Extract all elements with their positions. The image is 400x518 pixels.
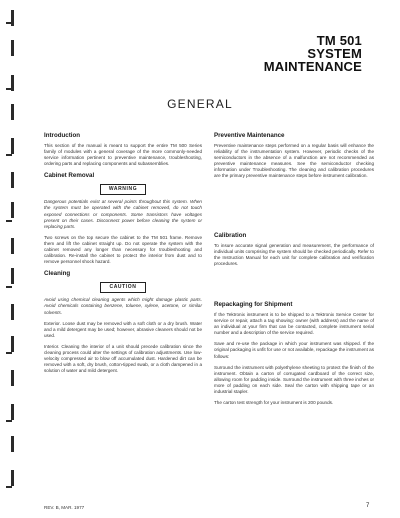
- repackaging-text-2: Save and re-use the package in which your instrument was shipped. If the original packaging is unfit for use or not available, repackage the instrument as follows:: [214, 341, 374, 359]
- title-line-2: SYSTEM: [307, 46, 362, 61]
- page-number: 7: [366, 503, 370, 509]
- cabinet-removal-heading: Cabinet Removal: [44, 172, 95, 180]
- binding-tick: [6, 286, 12, 288]
- repackaging-text-3: Surround the instrument with polyethylene sheeting to protect the finish of the instrument. Obtain a carton of corrugated cardboard of the correct size, allowing room for padding inside. Surround the instrument with three inches or more of padding on each side. Seal the carton with shipping tape or an industrial stapler.: [214, 364, 374, 394]
- binding-mark: [11, 238, 14, 254]
- binding-tick: [6, 88, 12, 90]
- repackaging-heading: Repackaging for Shipment: [214, 300, 293, 308]
- binding-tick: [6, 154, 12, 156]
- binding-tick: [6, 22, 12, 24]
- binding-mark: [11, 202, 14, 218]
- interior-cleaning-text: Interior. Cleaning the interior of a unit should precede calibration since the cleaning process could alter the settings of calibration adjustments. Use low-velocity compressed air to blow off accumulated dust. Hardened dirt can be removed with a soft, dry brush, cotton-tipped swab, or a cloth dampened in a solution of water and mild detergent.: [44, 343, 202, 374]
- section-title: GENERAL: [167, 97, 233, 111]
- binding-tick: [6, 352, 12, 354]
- binding-mark: [11, 304, 14, 320]
- caution-label: CAUTION: [100, 282, 146, 293]
- manual-title: [264, 34, 362, 73]
- warning-text: Dangerous potentials exist at several points throughout this system. When the system must be operated with the cabinet removed, do not touch exposed connections or components. Some transistors have voltages present on their cases. Disconnect power before cleaning the system or replacing parts.: [44, 199, 202, 229]
- warning-label: WARNING: [100, 184, 146, 195]
- binding-mark: [11, 370, 14, 386]
- cabinet-removal-text: Two screws on the top secure the cabinet to the TM 501 frame. Remove them and lift the cabinet straight up. Do not operate the system with the cabinet removed any longer than necessary for troubleshooting and calibration. Re-install the cabinet to protect the interior from dust and to remove personnel shock hazard.: [44, 234, 202, 265]
- binding-mark: [11, 268, 14, 284]
- preventive-maintenance-heading: Preventive Maintenance: [214, 132, 285, 139]
- binding-mark: [11, 172, 14, 188]
- calibration-text: To insure accurate signal generation and measurement, the performance of individual units comprising the system should be checked periodically. Refer to the Instruction Manual for each unit for complete calibration and verification procedures.: [214, 242, 374, 266]
- caution-text: Avoid using chemical cleaning agents which might damage plastic parts. Avoid chemicals containing benzene, toluene, xylene, acetone, or similar solvents.: [44, 297, 202, 315]
- revision-footer: REV. B, MAR. 1977: [44, 505, 85, 510]
- binding-mark: [11, 138, 14, 154]
- preventive-maintenance-text: Preventive maintenance steps performed on a regular basis will enhance the reliability of the instrumentation system. However, periodic checks of the semiconductors in the absence of a malfunction are not recommended as preventive maintenance measures. See the semiconductor checking information under Troubleshooting. The cleaning and calibration procedures are the primary preventive maintenance steps before instrument calibration.: [214, 143, 374, 179]
- binding-tick: [6, 420, 12, 422]
- introduction-heading: Introduction: [44, 132, 81, 139]
- cleaning-heading: Cleaning: [44, 270, 71, 278]
- binding-mark: [11, 404, 14, 420]
- exterior-cleaning-text: Exterior. Loose dust may be removed with a soft cloth or a dry brush. Water and a mild detergent may be used; however, abrasive cleaners should not be used.: [44, 320, 202, 338]
- binding-tick: [6, 220, 12, 222]
- right-column: [214, 132, 374, 411]
- calibration-heading: Calibration: [214, 231, 247, 239]
- left-column: [44, 132, 202, 379]
- binding-tick: [6, 486, 12, 488]
- binding-mark: [11, 336, 14, 352]
- repackaging-text-4: The carton test strength for your instrument is 200 pounds.: [214, 400, 334, 406]
- binding-mark: [11, 40, 14, 56]
- title-line-3: MAINTENANCE: [263, 59, 362, 74]
- repackaging-text-1: If the Tektronix instrument is to be shipped to a Tektronix Service Center for service or repair, attach a tag showing: owner (with address) and the name of an individual at your firm that can be contacted, complete instrument serial number and a description of the service required.: [214, 311, 374, 336]
- binding-mark: [11, 470, 14, 486]
- introduction-text: This section of the manual is meant to support the entire TM 500 Series family of modules with a general coverage of the more commonly-needed service information pertinent to preventive maintenance, troubleshooting, ordering parts and replacing components and subassemblies.: [44, 143, 202, 167]
- title-line-1: TM 501: [316, 33, 362, 48]
- binding-mark: [11, 436, 14, 452]
